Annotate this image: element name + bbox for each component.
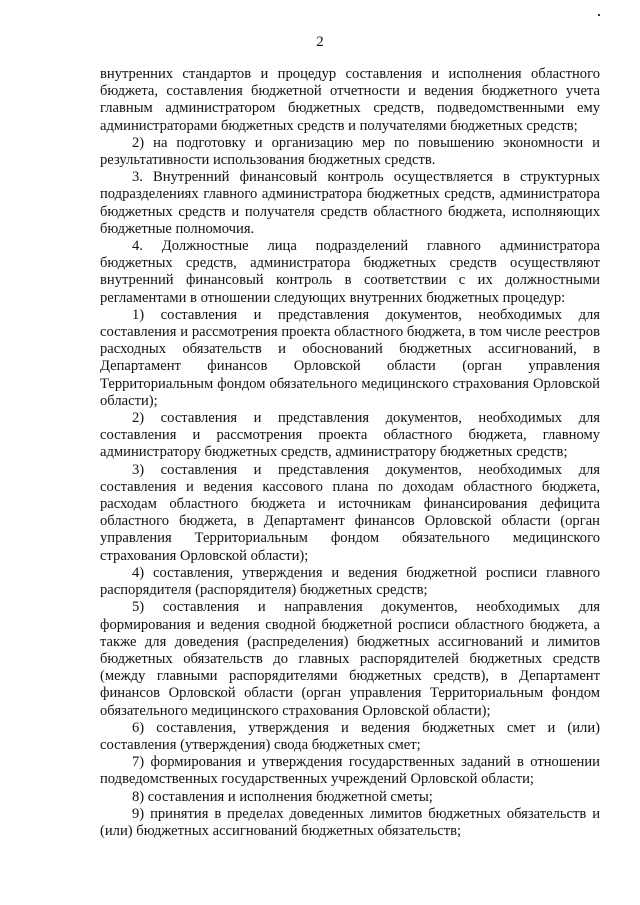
list-item-8: 8) составления и исполнения бюджетной сметы; <box>132 788 433 805</box>
list-item-1: 1) составления и представления документов, необходимых для составления и рассмотрения проекта областного бюджета, в том числе реестров расходных обязательств и обоснований бюджетных ассигнований, в Департамент финансов Орловской области (орган управления Территориальным фондом обязательного медицинского страхования Орловской области); <box>100 306 600 409</box>
list-item-6: 6) составления, утверждения и ведения бюджетных смет и (или) составления (утверждения) свода бюджетных смет; <box>100 719 600 753</box>
list-item-3: 3) составления и представления документов, необходимых для составления и ведения кассового плана по доходам областного бюджета, расходам областного бюджета и источникам финансирования дефицита областного бюджета, в Департамент финансов Орловской области (орган управления Территориальным фондом обязательного медицинского страхования Орловской области); <box>100 461 600 564</box>
list-item-7: 7) формирования и утверждения государственных заданий в отношении подведомственных государственных учреждений Орловской области; <box>100 754 600 788</box>
paragraph-item-2: 2) на подготовку и организацию мер по повышению экономности и результативности использования бюджетных средств. <box>100 134 600 169</box>
document-body <box>100 66 600 840</box>
paragraph-continuation: внутренних стандартов и процедур составления и исполнения областного бюджета, составления бюджетной отчетности и ведения бюджетного учета главным администратором бюджетных средств, подведомственными ему администраторами бюджетных средств и получателями бюджетных средств; <box>100 66 600 134</box>
list-item-9: 9) принятия в пределах доведенных лимитов бюджетных обязательств и (или) бюджетных ассигнований бюджетных обязательств; <box>100 805 600 839</box>
paragraph-section-4: 4. Должностные лица подразделений главного администратора бюджетных средств, администратора бюджетных средств осуществляют внутренний финансовый контроль в соответствии с их должностными регламентами в отношении следующих внутренних бюджетных процедур: <box>100 238 600 306</box>
scan-speck <box>598 14 600 16</box>
list-item-4: 4) составления, утверждения и ведения бюджетной росписи главного распорядителя (распорядителя) бюджетных средств; <box>100 564 600 599</box>
list-item-2: 2) составления и представления документов, необходимых для составления и рассмотрения проекта областного бюджета, главному администратору бюджетных средств, администратору бюджетных средств; <box>100 410 600 461</box>
paragraph-section-3: 3. Внутренний финансовый контроль осуществляется в структурных подразделениях главного администратора бюджетных средств, администратора бюджетных средств и получателя средств областного бюджета, исполняющих бюджетные полномочия. <box>100 169 600 237</box>
page-number: 2 <box>316 34 324 50</box>
list-item-5: 5) составления и направления документов, необходимых для формирования и ведения сводной бюджетной росписи областного бюджета, а также для доведения (распределения) бюджетных ассигнований и лимитов бюджетных обязательств до главных распорядителей бюджетных средств (между главными распорядителями бюджетных средств), в Департамент финансов Орловской области (орган управления Территориальным фондом обязательного медицинского страхования Орловской области); <box>100 599 600 719</box>
